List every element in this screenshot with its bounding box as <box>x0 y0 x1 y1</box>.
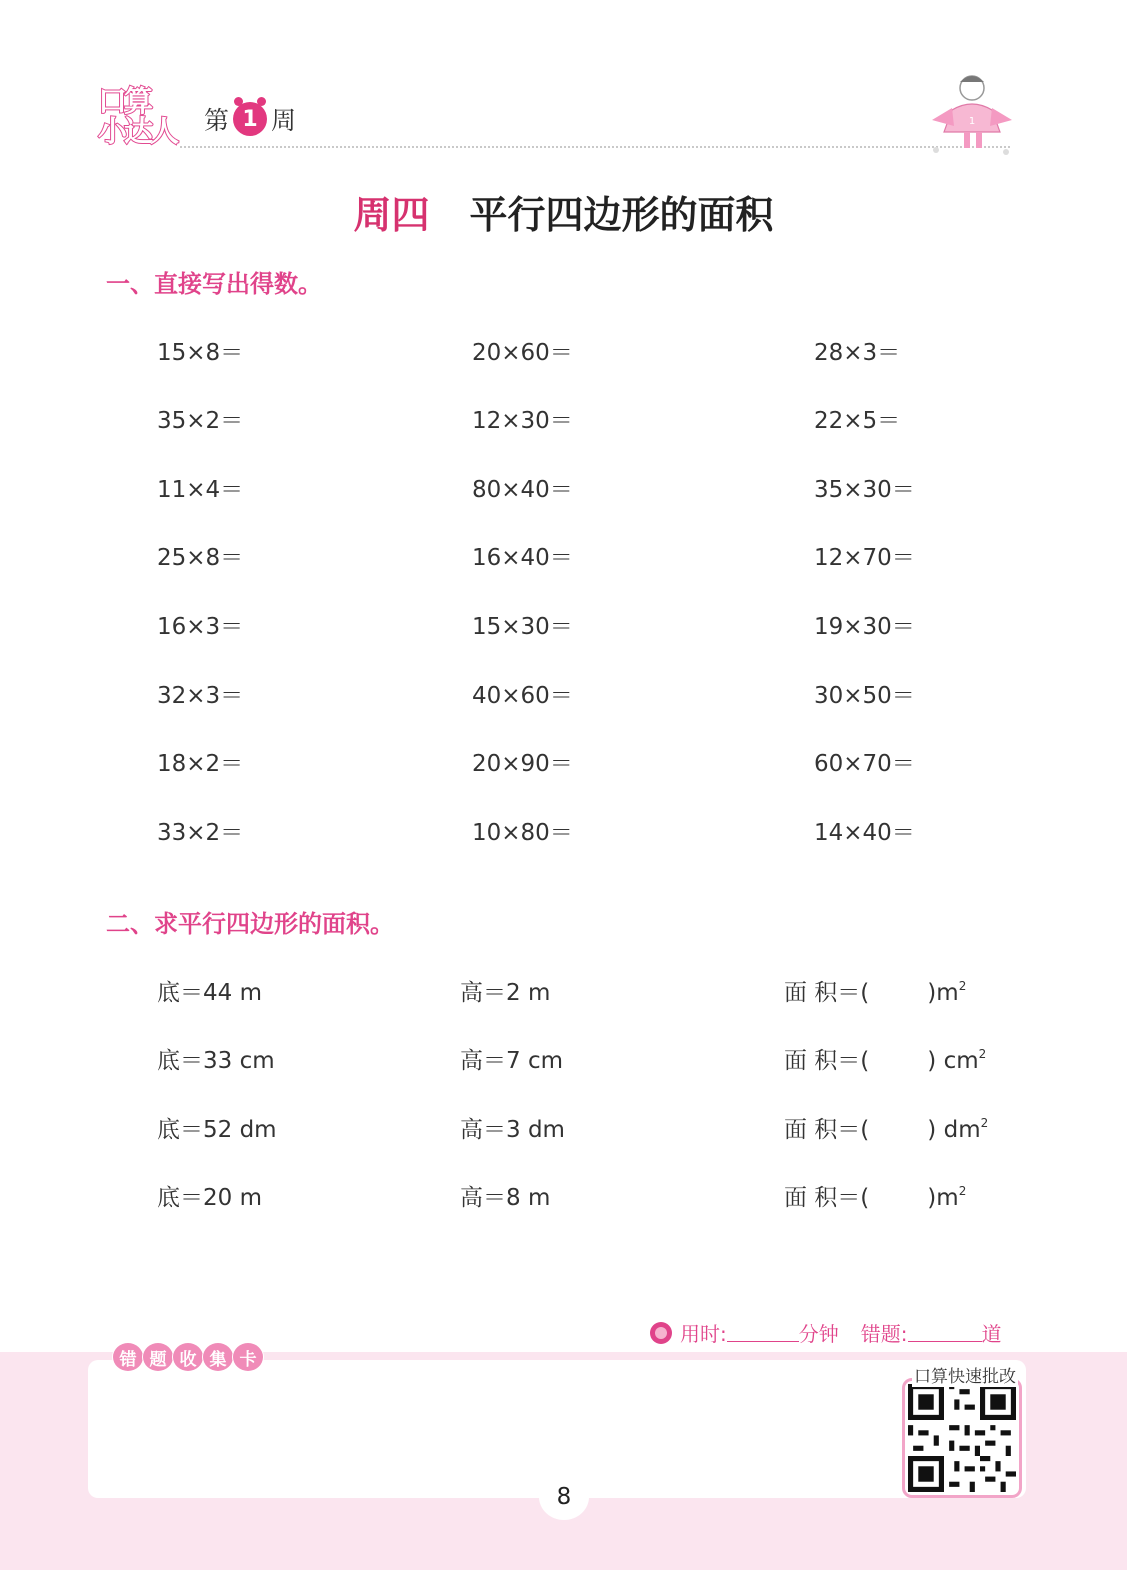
math-problem: 80×40＝ <box>472 477 573 503</box>
area-unit: cm <box>943 1048 979 1074</box>
base-value: 底＝20 m <box>157 1185 262 1211</box>
math-problem: 32×3＝ <box>157 683 244 709</box>
errors-input-line[interactable] <box>908 1323 982 1342</box>
area-answer <box>784 974 966 1007</box>
math-problem: 35×30＝ <box>814 477 915 503</box>
area-answer-close: ) <box>927 1185 937 1211</box>
height-value: 高＝3 dm <box>460 1117 565 1143</box>
math-problem: 11×4＝ <box>157 477 244 503</box>
area-unit: m <box>936 980 959 1006</box>
math-problem: 14×40＝ <box>814 820 915 846</box>
svg-text:1: 1 <box>968 116 976 127</box>
base-value: 底＝33 cm <box>157 1048 275 1074</box>
area-answer-prefix: 面 积＝( <box>784 1048 870 1074</box>
math-problem: 60×70＝ <box>814 751 915 777</box>
math-problem: 30×50＝ <box>814 683 915 709</box>
page-title <box>0 184 1127 239</box>
logo-line-1: 口算 <box>98 84 151 118</box>
badge-char: 错 <box>112 1342 144 1372</box>
area-answer <box>784 1179 966 1212</box>
week-prefix: 第 <box>204 106 230 135</box>
area-unit-power: 2 <box>980 1116 989 1130</box>
section-2-title: 二、求平行四边形的面积。 <box>106 910 394 938</box>
header-divider <box>180 146 1010 148</box>
area-answer-close: ) <box>927 1048 937 1074</box>
math-problem: 35×2＝ <box>157 408 244 434</box>
week-indicator <box>204 101 296 137</box>
time-unit: 分钟 <box>798 1322 839 1346</box>
area-answer-prefix: 面 积＝( <box>784 1117 870 1143</box>
math-problem: 16×40＝ <box>472 545 573 571</box>
badge-char: 收 <box>172 1342 204 1372</box>
math-problem: 18×2＝ <box>157 751 244 777</box>
time-input-line[interactable] <box>727 1323 799 1342</box>
math-problem: 20×90＝ <box>472 751 573 777</box>
area-answer <box>784 1042 986 1075</box>
math-problem: 15×8＝ <box>157 340 244 366</box>
math-problem: 19×30＝ <box>814 614 915 640</box>
area-answer-prefix: 面 积＝( <box>784 1185 870 1211</box>
math-problem: 22×5＝ <box>814 408 901 434</box>
time-label: 用时: <box>680 1322 727 1346</box>
stopwatch-icon <box>650 1322 672 1344</box>
qr-label: 口算快速批改 <box>912 1362 1018 1387</box>
math-problem: 12×30＝ <box>472 408 573 434</box>
area-unit: m <box>936 1185 959 1211</box>
errors-label: 错题: <box>860 1322 908 1346</box>
math-problem: 40×60＝ <box>472 683 573 709</box>
area-unit-power: 2 <box>958 979 967 993</box>
base-value: 底＝52 dm <box>157 1117 277 1143</box>
base-value: 底＝44 m <box>157 980 262 1006</box>
time-and-errors <box>650 1318 1002 1347</box>
errors-unit: 道 <box>981 1322 1002 1346</box>
area-unit: dm <box>943 1117 981 1143</box>
badge-char: 题 <box>142 1342 174 1372</box>
area-unit-power: 2 <box>978 1047 987 1061</box>
logo-line-2: 小达人 <box>98 114 177 148</box>
height-value: 高＝8 m <box>460 1185 551 1211</box>
section-1-title: 一、直接写出得数。 <box>106 270 322 298</box>
page-number: 8 <box>539 1474 589 1520</box>
area-unit-power: 2 <box>958 1184 967 1198</box>
badge-char: 集 <box>202 1342 234 1372</box>
week-number-badge: 1 <box>233 102 267 136</box>
error-card-badge <box>112 1342 262 1372</box>
area-answer-close: ) <box>927 980 937 1006</box>
math-problem: 28×3＝ <box>814 340 901 366</box>
area-answer <box>784 1111 988 1144</box>
week-suffix: 周 <box>271 106 297 135</box>
math-problem: 20×60＝ <box>472 340 573 366</box>
math-problem: 10×80＝ <box>472 820 573 846</box>
title-day: 周四 <box>353 193 430 237</box>
mascot-illustration <box>922 70 1017 162</box>
area-answer-prefix: 面 积＝( <box>784 980 870 1006</box>
math-problem: 15×30＝ <box>472 614 573 640</box>
math-problem: 25×8＝ <box>157 545 244 571</box>
math-problem: 33×2＝ <box>157 820 244 846</box>
qr-code-icon <box>908 1384 1016 1492</box>
badge-char: 卡 <box>232 1342 264 1372</box>
height-value: 高＝7 cm <box>460 1048 563 1074</box>
height-value: 高＝2 m <box>460 980 551 1006</box>
title-topic: 平行四边形的面积 <box>469 193 774 237</box>
area-answer-close: ) <box>927 1117 937 1143</box>
qr-code-frame[interactable] <box>902 1378 1022 1498</box>
math-problem: 12×70＝ <box>814 545 915 571</box>
brand-logo <box>96 86 180 150</box>
math-problem: 16×3＝ <box>157 614 244 640</box>
